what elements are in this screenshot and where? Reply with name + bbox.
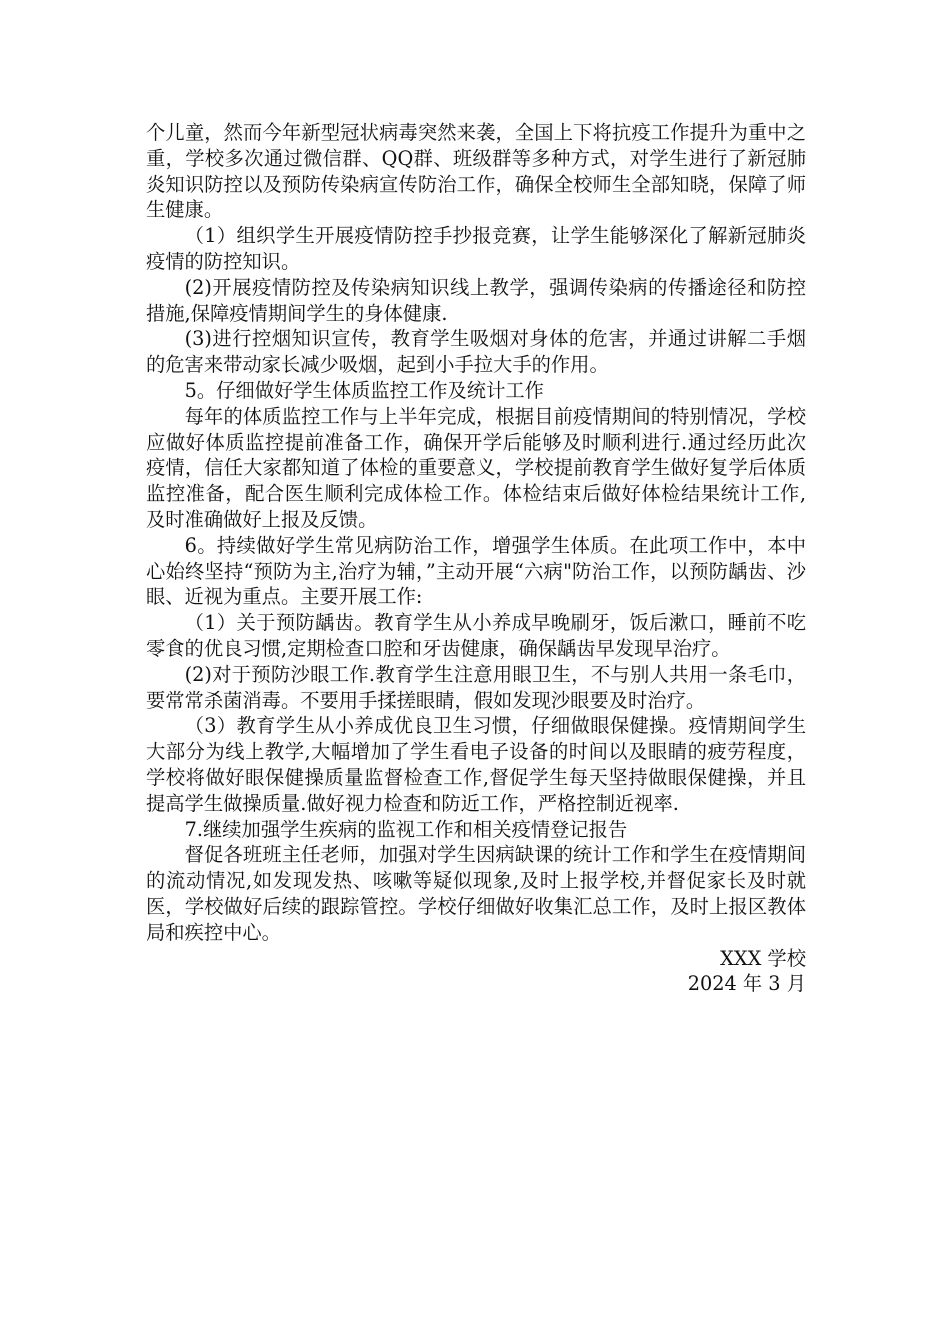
paragraph-disease-reporting: 督促各班班主任老师，加强对学生因病缺课的统计工作和学生在疫情期间的流动情况,如发现发热、咳嗽等疑似现象,及时上报学校,并督促家长及时就医，学校做好后续的跟踪管控。学校仔细做好收集汇总工作，及时上报区教体局和疾控中心。 <box>146 843 806 944</box>
paragraph-item-3-tobacco-control: (3)进行控烟知识宣传，教育学生吸烟对身体的危害，并通过讲解二手烟的危害来带动家长减少吸烟，起到小手拉大手的作用。 <box>146 327 806 377</box>
paragraph-item-1-handwritten-newspaper: （1）组织学生开展疫情防控手抄报竞赛，让学生能够深化了解新冠肺炎疫情的防控知识。 <box>146 224 806 273</box>
document-body <box>146 120 806 997</box>
paragraph-intro-continued: 个儿童，然而今年新型冠状病毒突然来袭，全国上下将抗疫工作提升为重中之重，学校多次通过微信群、QQ群、班级群等多种方式，对学生进行了新冠肺炎知识防控以及预防传染病宣传防治工作，确保全校师生全部知晓，保障了师生健康。 <box>146 121 806 222</box>
signature-school: XXX 学校 <box>720 946 806 970</box>
paragraph-section-6: 6。持续做好学生常见病防治工作，增强学生体质。在此项工作中，本中心始终坚持“预防为主,治疗为辅，”主动开展“六病"防治工作，以预防龋齿、沙眼、近视为重点。主要开展工作: <box>146 533 806 609</box>
paragraph-item-2-online-teaching: (2)开展疫情防控及传染病知识线上教学，强调传染病的传播途径和防控措施,保障疫情期间学生的身体健康. <box>146 275 806 325</box>
section-heading-7: 7.继续加强学生疾病的监视工作和相关疫情登记报告 <box>184 817 628 841</box>
paragraph-item-2-trachoma: (2)对于预防沙眼工作.教育学生注意用眼卫生，不与别人共用一条毛巾，要常常杀菌消毒。不要用手揉搓眼睛，假如发现沙眼要及时治疗。 <box>146 662 806 712</box>
paragraph-item-3-eye-exercises: （3）教育学生从小养成优良卫生习惯，仔细做眼保健操。疫情期间学生大部分为线上教学,大幅增加了学生看电子设备的时间以及眼睛的疲劳程度，学校将做好眼保健操质量监督检查工作,督促学生每天坚持做眼保健操，并且提高学生做操质量.做好视力检查和防近工作，严格控制近视率. <box>146 714 806 815</box>
paragraph-item-1-caries: （1）关于预防龋齿。教育学生从小养成早晚刷牙，饭后漱口，睡前不吃零食的优良习惯,定期检查口腔和牙齿健康，确保龋齿早发现早治疗。 <box>146 611 806 660</box>
signature-date: 2024 年 3 月 <box>687 972 806 996</box>
paragraph-physical-monitoring: 每年的体质监控工作与上半年完成，根据目前疫情期间的特别情况，学校应做好体质监控提前准备工作，确保开学后能够及时顺利进行.通过经历此次疫情，信任大家都知道了体检的重要意义，学校提前教育学生做好复学后体质监控准备，配合医生顺利完成体检工作。体检结束后做好体检结果统计工作,及时准确做好上报及反馈。 <box>146 404 806 531</box>
section-heading-5: 5。仔细做好学生体质监控工作及统计工作 <box>184 378 544 402</box>
